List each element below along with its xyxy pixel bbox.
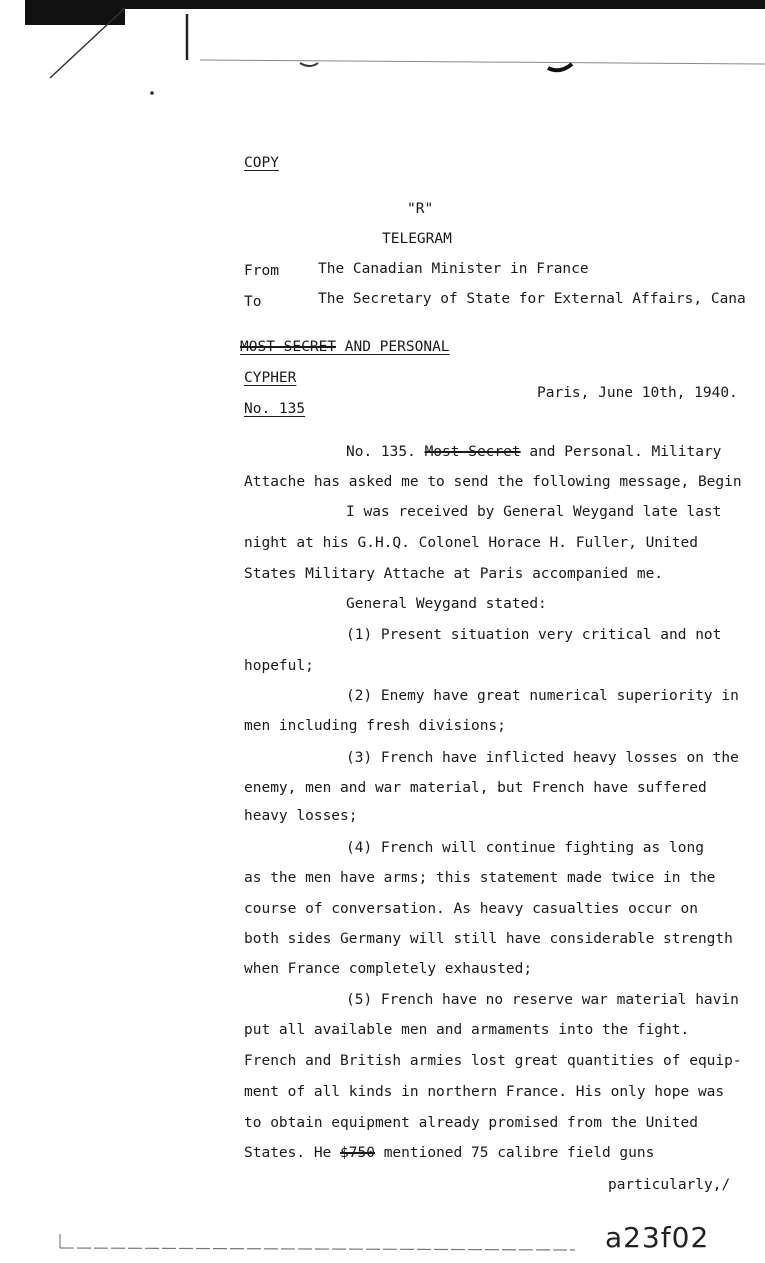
body-line-24 [244,1146,654,1161]
body-line-2: Attache has asked me to send the following message, Begin [244,474,742,490]
to-value: The Secretary of State for External Affairs, Cana [318,291,746,307]
body-line-5: States Military Attache at Paris accompanied me. [244,566,664,582]
cypher-label: CYPHER [244,370,297,386]
body-line-18: when France completely exhausted; [244,961,533,977]
classification-mark: "R" [407,201,434,217]
body-line-3: I was received by General Weygand late last [346,504,722,520]
body-number: No. 135. [346,444,416,460]
telegram-number: No. 135 [244,401,306,417]
copy-label: COPY [244,155,279,171]
body-line-20: put all available men and armaments into the fight. [244,1022,690,1038]
from-label: From [244,263,279,279]
body-line-4: night at his G.H.Q. Colonel Horace H. Fuller, United [244,535,698,551]
catchword: particularly,/ [608,1177,731,1193]
point-3: (3) French have inflicted heavy losses on the [346,750,739,766]
document-type: TELEGRAM [382,231,452,247]
security-and-personal: AND PERSONAL [344,339,450,355]
body-line-1 [346,445,721,460]
struck-typo: $750 [340,1145,375,1161]
body-line-15: as the men have arms; this statement made twice in the [244,870,716,886]
body-line-23: to obtain equipment already promised from the United [244,1115,698,1131]
point-4: (4) French will continue fighting as long [346,840,704,856]
body-line-10: men including fresh divisions; [244,718,506,734]
point-1: (1) Present situation very critical and not [346,627,722,643]
body-line-13: heavy losses; [244,808,358,824]
body-line-17: both sides Germany will still have considerable strength [244,931,733,947]
body-line-1-rest: and Personal. Military [529,444,722,460]
handwritten-archive-reference: a23f02 [605,1221,710,1254]
body-line-6: General Weygand stated: [346,596,547,612]
body-line-12: enemy, men and war material, but French have suffered [244,780,707,796]
from-value: The Canadian Minister in France [318,261,589,277]
body-line-24-end: mentioned 75 calibre field guns [383,1145,655,1161]
body-line-8: hopeful; [244,658,314,674]
body-line-16: course of conversation. As heavy casualties occur on [244,901,698,917]
place-date: Paris, June 10th, 1940. [537,385,738,401]
point-2: (2) Enemy have great numerical superiority in [346,688,739,704]
point-5: (5) French have no reserve war material havin [346,992,739,1008]
body-line-21: French and British armies lost great quantities of equip- [244,1053,742,1069]
to-label: To [244,294,262,310]
body-line-22: ment of all kinds in northern France. His only hope was [244,1084,725,1100]
security-classification [240,340,450,355]
struck-most-secret-inline: Most Secret [424,444,521,460]
struck-most-secret: MOST SECRET [240,339,337,355]
body-line-24-start: States. He [244,1145,332,1161]
